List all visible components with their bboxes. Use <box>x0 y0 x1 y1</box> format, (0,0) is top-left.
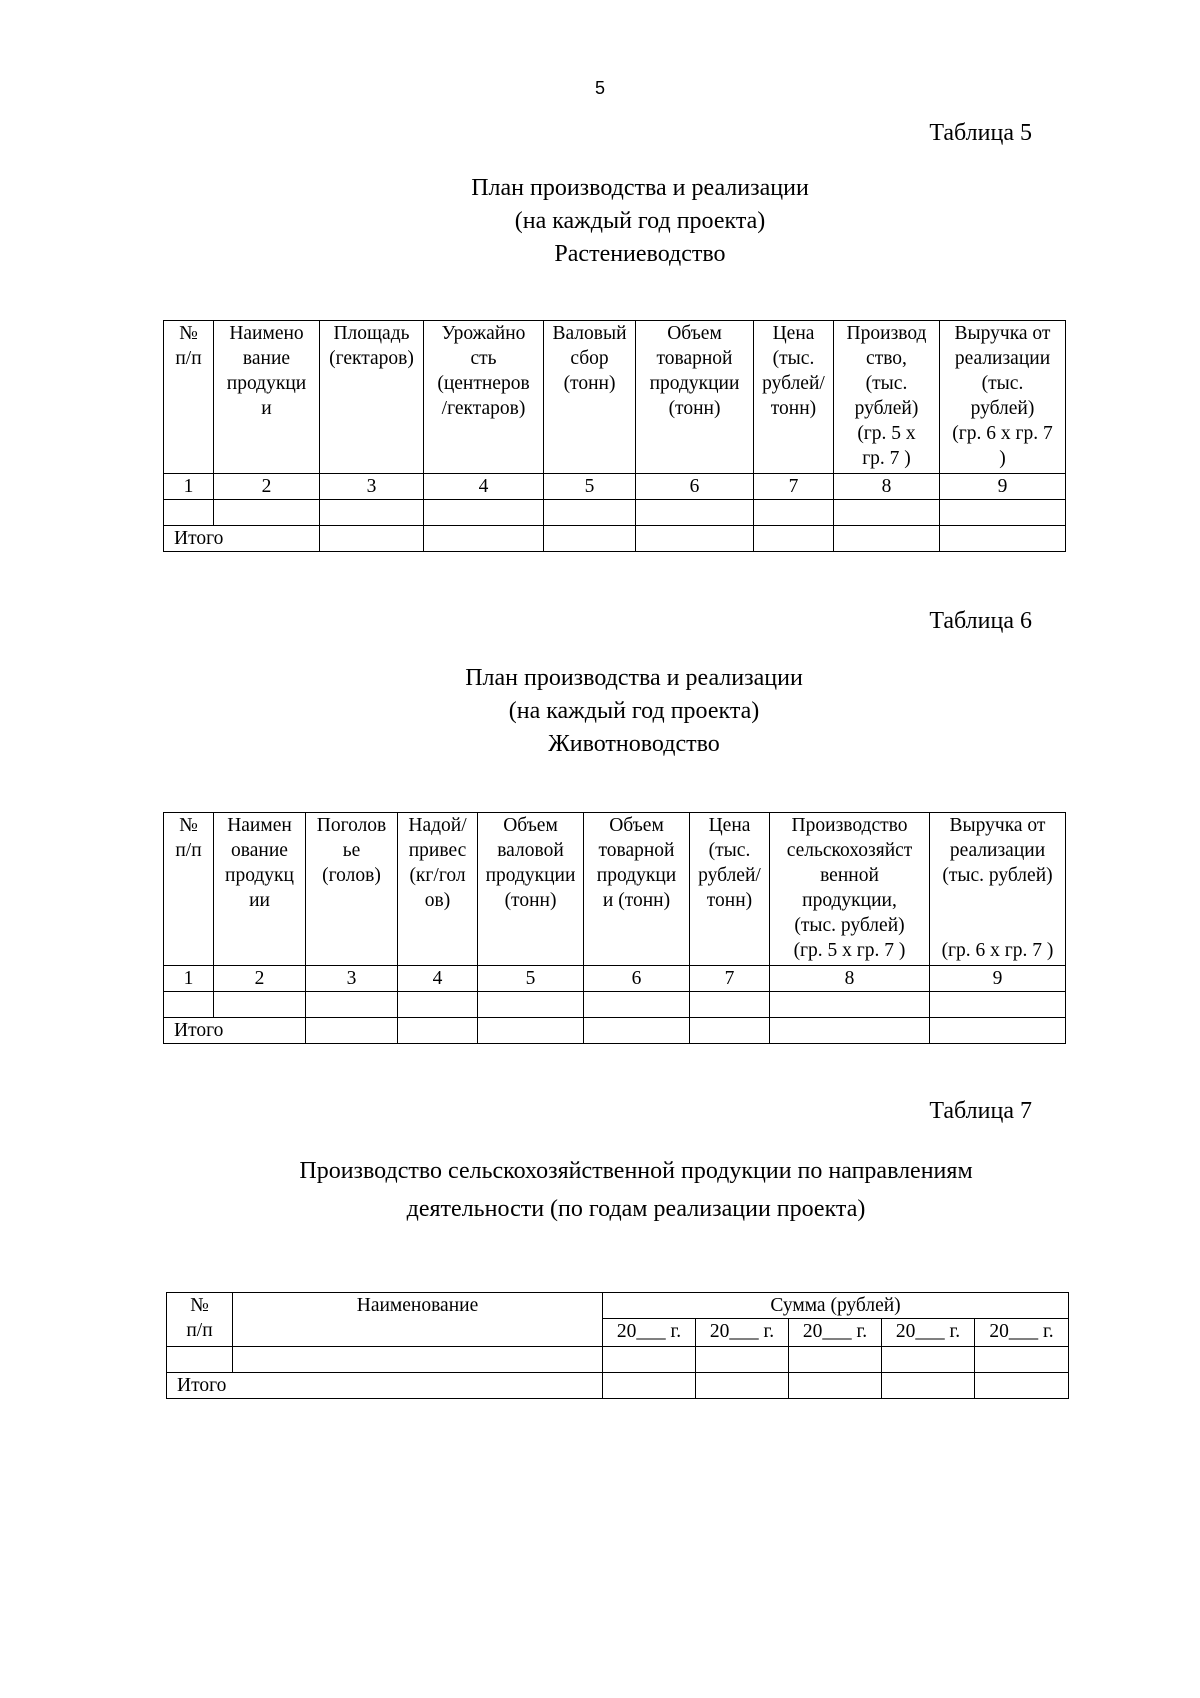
table6-empty-cell <box>770 1018 930 1044</box>
table6-header-cell: Выручка от реализации (тыс. рублей) (гр. 6 х гр. 7 ) <box>930 813 1066 966</box>
table5-number-cell: 2 <box>214 474 320 500</box>
table6-empty-cell <box>584 992 690 1018</box>
table6-label: Таблица 6 <box>929 608 1032 634</box>
table5-title <box>390 172 890 271</box>
table7-empty-cell <box>882 1373 975 1399</box>
table5-header-cell: Производ ство, (тыс. рублей) (гр. 5 х гр. 7 ) <box>834 321 940 474</box>
page-number: 5 <box>594 78 605 98</box>
table5-empty-cell <box>424 500 544 526</box>
table6-empty-cell <box>930 1018 1066 1044</box>
table7-total-label: Итого <box>167 1373 603 1399</box>
table5-header-row <box>164 321 1066 474</box>
table5-header-cell: Урожайно сть (центнеров /гектаров) <box>424 321 544 474</box>
table5-empty-cell <box>754 526 834 552</box>
table6-number-cell: 3 <box>306 966 398 992</box>
table6-empty-cell <box>770 992 930 1018</box>
table6-header-cell: Наимен ование продукц ии <box>214 813 306 966</box>
table7-year-cell: 20___ г. <box>882 1319 975 1347</box>
table6-total-row <box>164 1018 1066 1044</box>
table5-header-cell: № п/п <box>164 321 214 474</box>
table6-number-cell: 2 <box>214 966 306 992</box>
table7 <box>166 1292 1069 1399</box>
table5-title-line-3: Растениеводство <box>554 241 726 267</box>
table7-empty-cell <box>696 1373 789 1399</box>
table7-year-cell: 20___ г. <box>603 1319 696 1347</box>
table6-title-line-2: (на каждый год проекта) <box>508 698 760 724</box>
table5-empty-cell <box>320 526 424 552</box>
table6-empty-cell <box>306 992 398 1018</box>
table7-year-cell: 20___ г. <box>975 1319 1069 1347</box>
table5-number-cell: 9 <box>940 474 1066 500</box>
table7-title-line-2: деятельности (по годам реализации проекта) <box>406 1196 866 1222</box>
table5-header-cell: Наимено вание продукци и <box>214 321 320 474</box>
table7-header-row-1 <box>167 1293 1069 1319</box>
table6-title-line-1: План производства и реализации <box>465 665 803 691</box>
table6-empty-cell <box>690 1018 770 1044</box>
table6-empty-row <box>164 992 1066 1018</box>
table7-empty-cell <box>975 1347 1069 1373</box>
table7-total-row <box>167 1373 1069 1399</box>
table6-header-cell: Надой/ привес (кг/гол ов) <box>398 813 478 966</box>
table5-number-cell: 8 <box>834 474 940 500</box>
table7-empty-cell <box>975 1373 1069 1399</box>
table5-number-row <box>164 474 1066 500</box>
table6-number-cell: 4 <box>398 966 478 992</box>
table6-header-cell: Цена (тыс. рублей/ тонн) <box>690 813 770 966</box>
table5-number-cell: 4 <box>424 474 544 500</box>
table5-empty-cell <box>164 500 214 526</box>
table6-number-cell: 9 <box>930 966 1066 992</box>
table5-title-line-2: (на каждый год проекта) <box>514 208 766 234</box>
table5-empty-row <box>164 500 1066 526</box>
table6-number-cell: 6 <box>584 966 690 992</box>
table5-title-line-1: План производства и реализации <box>471 175 809 201</box>
table6-empty-cell <box>930 992 1066 1018</box>
table5-empty-cell <box>754 500 834 526</box>
table5-number-cell: 3 <box>320 474 424 500</box>
table6-total-label: Итого <box>164 1018 306 1044</box>
table5 <box>163 320 1066 552</box>
table6-number-cell: 8 <box>770 966 930 992</box>
table6-empty-cell <box>478 1018 584 1044</box>
table5-label: Таблица 5 <box>929 120 1032 146</box>
table5-empty-cell <box>940 526 1066 552</box>
table6-header-cell: Объем валовой продукции (тонн) <box>478 813 584 966</box>
table7-label: Таблица 7 <box>929 1098 1032 1124</box>
table7-header-num: № п/п <box>167 1293 233 1347</box>
table6-empty-cell <box>690 992 770 1018</box>
table5-empty-cell <box>940 500 1066 526</box>
table5-empty-cell <box>424 526 544 552</box>
table6-number-cell: 7 <box>690 966 770 992</box>
table5-header-cell: Объем товарной продукции (тонн) <box>636 321 754 474</box>
table6-header-cell: Объем товарной продукци и (тонн) <box>584 813 690 966</box>
table5-empty-cell <box>214 500 320 526</box>
table5-empty-cell <box>636 500 754 526</box>
table6-number-cell: 1 <box>164 966 214 992</box>
table5-total-row <box>164 526 1066 552</box>
table6-header-cell: Поголов ье (голов) <box>306 813 398 966</box>
table7-header-sum: Сумма (рублей) <box>603 1293 1069 1319</box>
table7-empty-row <box>167 1347 1069 1373</box>
table6-empty-cell <box>478 992 584 1018</box>
table5-empty-cell <box>834 500 940 526</box>
table6-empty-cell <box>398 992 478 1018</box>
table6-header-row <box>164 813 1066 966</box>
table6-empty-cell <box>164 992 214 1018</box>
table7-empty-cell <box>789 1347 882 1373</box>
table7-empty-cell <box>167 1347 233 1373</box>
table5-number-cell: 7 <box>754 474 834 500</box>
table7-header-name: Наименование <box>233 1293 603 1347</box>
table7-empty-cell <box>603 1347 696 1373</box>
table6-title-line-3: Животноводство <box>548 731 720 757</box>
table7-year-cell: 20___ г. <box>696 1319 789 1347</box>
table5-empty-cell <box>636 526 754 552</box>
table6-header-cell: Производство сельскохозяйст венной продукции, (тыс. рублей) (гр. 5 х гр. 7 ) <box>770 813 930 966</box>
table5-number-cell: 1 <box>164 474 214 500</box>
table5-empty-cell <box>544 500 636 526</box>
table6-empty-cell <box>398 1018 478 1044</box>
table5-header-cell: Цена (тыс. рублей/ тонн) <box>754 321 834 474</box>
table5-header-cell: Площадь (гектаров) <box>320 321 424 474</box>
table5-header-cell: Валовый сбор (тонн) <box>544 321 636 474</box>
table6-title <box>384 662 884 761</box>
table7-title <box>186 1152 1086 1228</box>
table6-header-cell: № п/п <box>164 813 214 966</box>
table6-empty-cell <box>584 1018 690 1044</box>
table5-header-cell: Выручка от реализации (тыс. рублей) (гр. 6 х гр. 7 ) <box>940 321 1066 474</box>
table5-empty-cell <box>320 500 424 526</box>
table5-total-label: Итого <box>164 526 320 552</box>
table7-empty-cell <box>603 1373 696 1399</box>
table7-empty-cell <box>882 1347 975 1373</box>
table6-number-cell: 5 <box>478 966 584 992</box>
table6-number-row <box>164 966 1066 992</box>
table6 <box>163 812 1066 1044</box>
table7-empty-cell <box>789 1373 882 1399</box>
table5-number-cell: 6 <box>636 474 754 500</box>
table7-year-cell: 20___ г. <box>789 1319 882 1347</box>
table7-empty-cell <box>233 1347 603 1373</box>
table5-empty-cell <box>834 526 940 552</box>
table7-empty-cell <box>696 1347 789 1373</box>
table6-empty-cell <box>214 992 306 1018</box>
table6-empty-cell <box>306 1018 398 1044</box>
table7-title-line-1: Производство сельскохозяйственной продукции по направлениям <box>299 1158 973 1184</box>
table5-number-cell: 5 <box>544 474 636 500</box>
table5-empty-cell <box>544 526 636 552</box>
